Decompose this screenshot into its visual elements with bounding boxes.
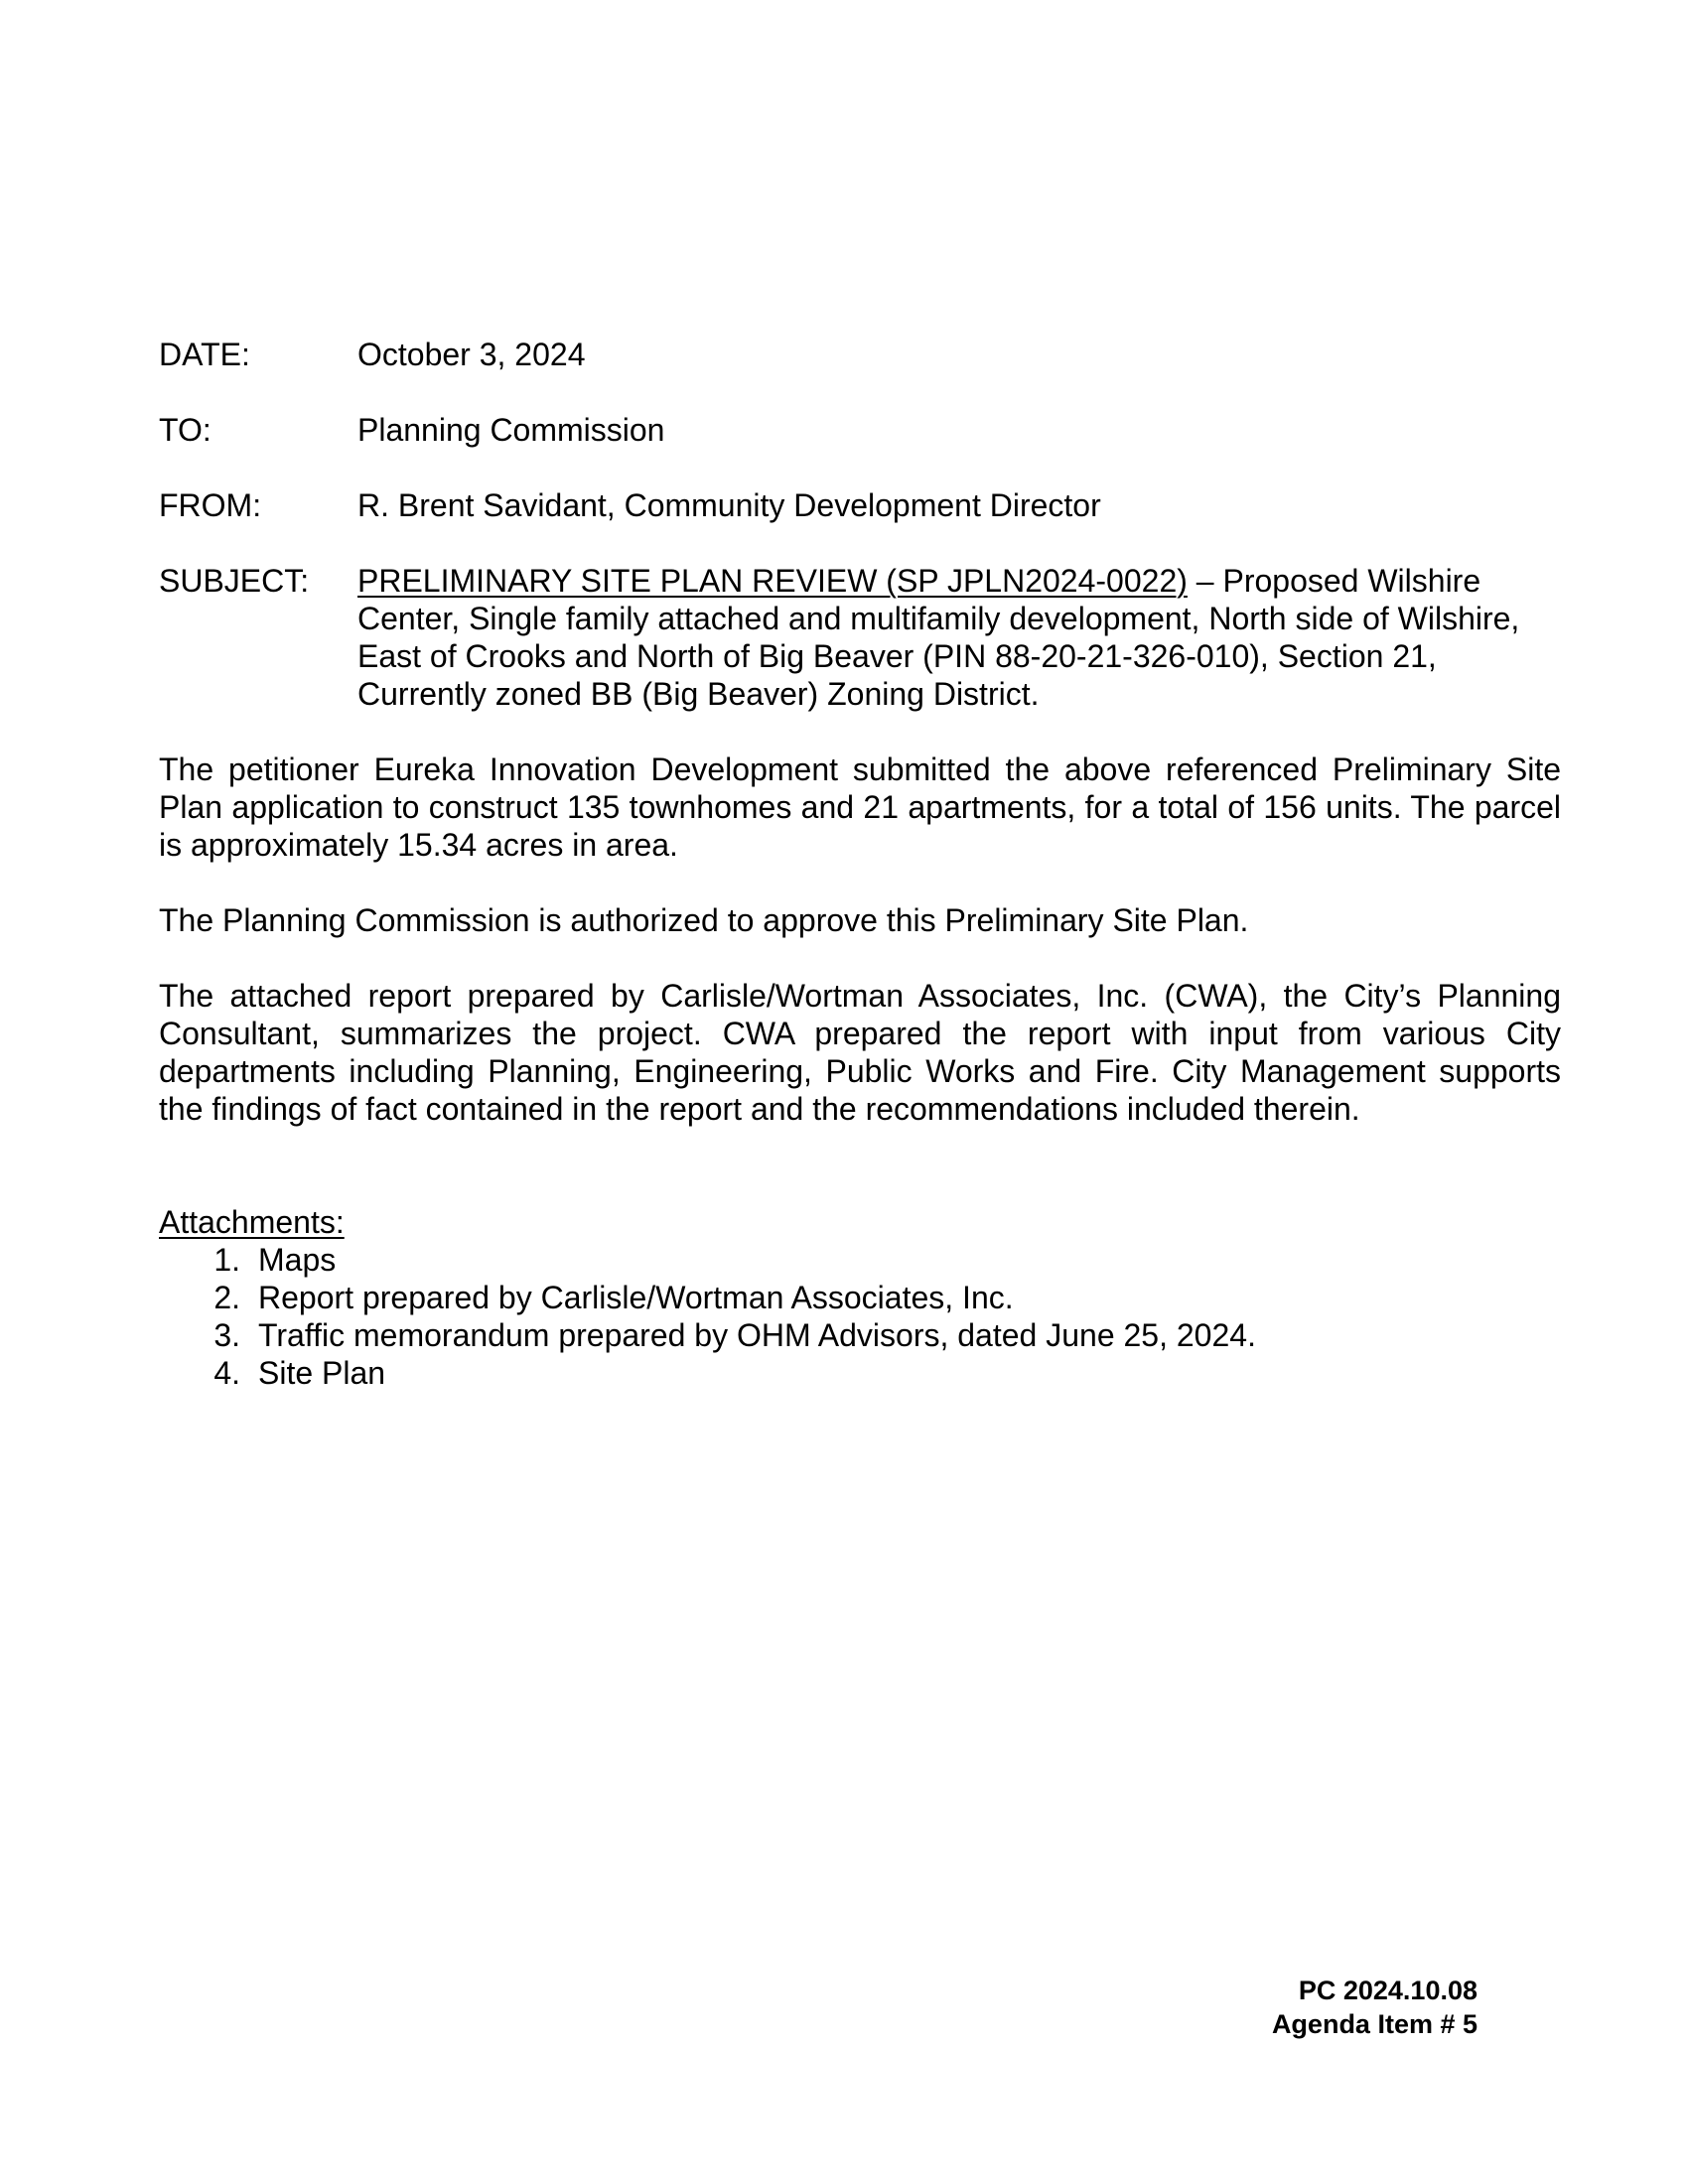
- agenda-footer: [1272, 1974, 1477, 2041]
- paragraph-authorization: The Planning Commission is authorized to approve this Preliminary Site Plan.: [159, 902, 1249, 938]
- to-row: [159, 411, 1561, 449]
- attachment-number: 3.: [213, 1317, 240, 1353]
- memo: [159, 336, 1561, 1392]
- attachment-number: 4.: [213, 1355, 240, 1391]
- attachment-text: Site Plan: [258, 1355, 386, 1391]
- attachment-text: Maps: [258, 1242, 337, 1278]
- attachments-title: Attachments:: [159, 1204, 345, 1240]
- date-label: DATE:: [159, 337, 250, 372]
- subject-label: SUBJECT:: [159, 563, 310, 599]
- attachment-text: Report prepared by Carlisle/Wortman Associates, Inc.: [258, 1280, 1014, 1315]
- paragraph-petition: The petitioner Eureka Innovation Development submitted the above referenced Preliminary Site Plan application to construct 135 townhomes and 21 apartments, for a total of 156 units. The parcel is approximately 15.34 acres in area.: [159, 751, 1561, 863]
- from-value: R. Brent Savidant, Community Development Director: [357, 487, 1101, 523]
- to-value: Planning Commission: [357, 412, 665, 448]
- meeting-code: PC 2024.10.08: [1298, 1976, 1477, 2005]
- subject-value: [357, 562, 1561, 713]
- subject-row: [159, 562, 1561, 713]
- subject-description: – Proposed Wilshire Center, Single family attached and multifamily development, North side of Wilshire, East of Crooks and North of Big Beaver (PIN 88-20-21-326-010), Section 21, Currently zoned BB (Big Beaver) Zoning District.: [357, 563, 1520, 712]
- attachment-item: [159, 1354, 1561, 1392]
- attachment-text: Traffic memorandum prepared by OHM Advisors, dated June 25, 2024.: [258, 1317, 1256, 1353]
- attachment-number: 1.: [213, 1242, 240, 1278]
- attachments-list: [159, 1241, 1561, 1392]
- attachment-item: [159, 1279, 1561, 1316]
- attachments-section: [159, 1203, 1561, 1392]
- attachment-number: 2.: [213, 1280, 240, 1315]
- date-row: [159, 336, 1561, 373]
- paragraph-report: The attached report prepared by Carlisle/Wortman Associates, Inc. (CWA), the City’s Planning Consultant, summarizes the project. CWA prepared the report with input from various City departments including Planning, Engineering, Public Works and Fire. City Management supports the findings of fact contained in the report and the recommendations included therein.: [159, 978, 1561, 1127]
- from-row: [159, 486, 1561, 524]
- from-label: FROM:: [159, 487, 262, 523]
- attachment-item: [159, 1316, 1561, 1354]
- agenda-item-number: Agenda Item # 5: [1271, 2009, 1477, 2039]
- date-value: October 3, 2024: [357, 337, 586, 372]
- attachment-item: [159, 1241, 1561, 1279]
- to-label: TO:: [159, 412, 211, 448]
- subject-title: PRELIMINARY SITE PLAN REVIEW (SP JPLN2024-0022): [357, 563, 1188, 599]
